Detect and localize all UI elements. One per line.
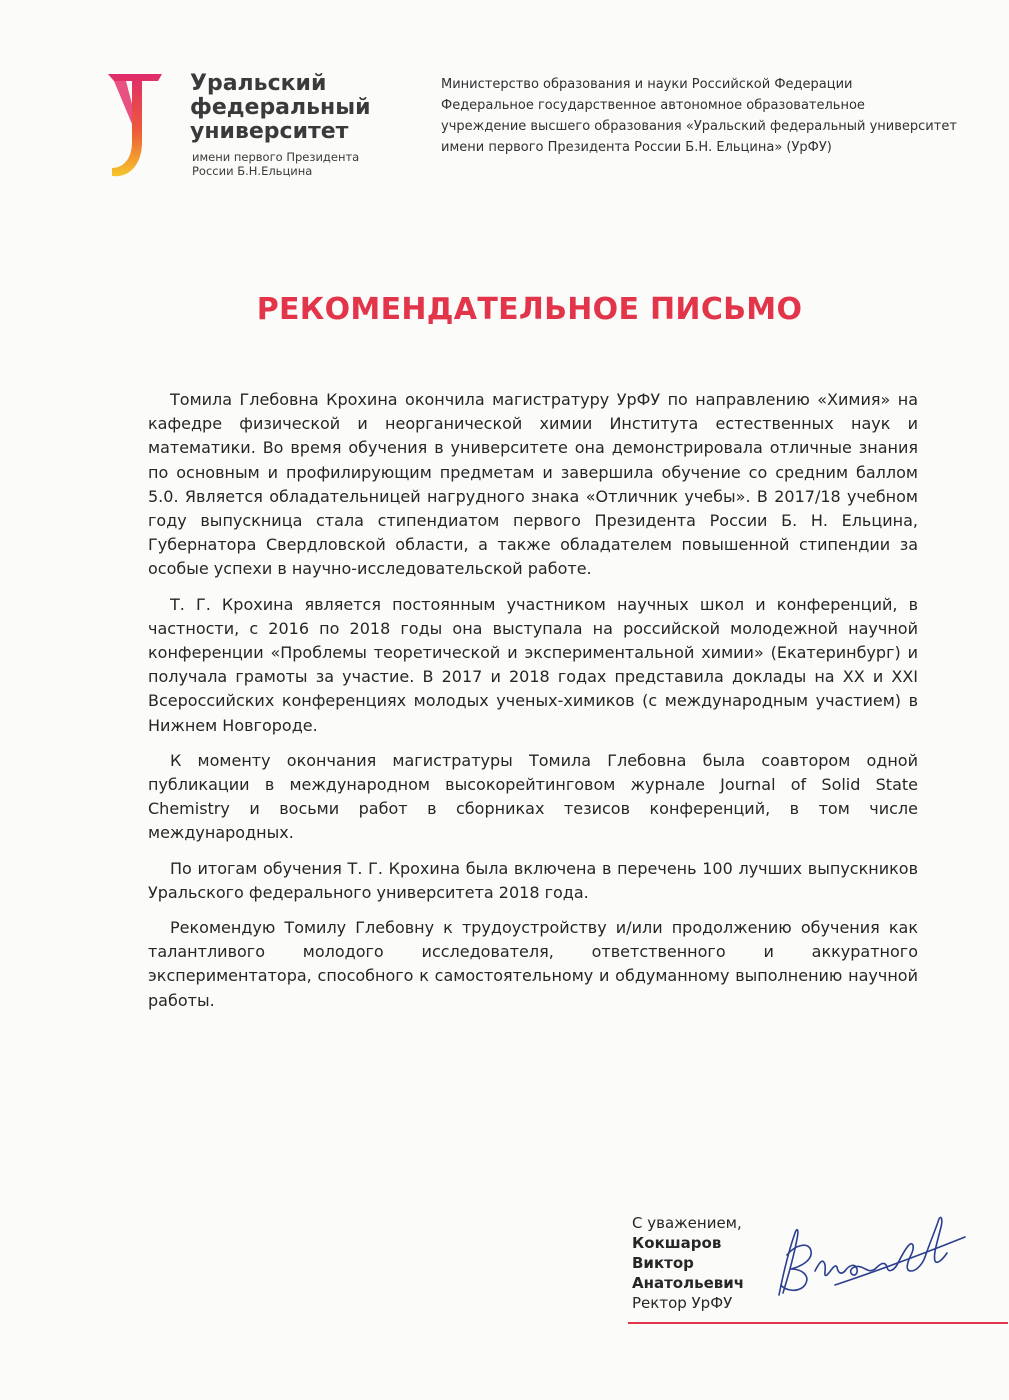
university-name-line: федеральный bbox=[190, 95, 371, 120]
ministry-line: Федеральное государственное автономное образовательное bbox=[441, 98, 865, 113]
body-paragraph: Томила Глебовна Крохина окончила магистратуру УрФУ по направлению «Химия» на кафедре физической и неорганической химии Института естественных наук и математики. Во время обучения в университете она демонстрировала отличные знания по основным и профилирующим предметам и завершила обучение со средним баллом 5.0. Является обладательницей нагрудного знака «Отличник учебы». В 2017/18 учебном году выпускница стала стипендиатом первого Президента России Б. Н. Ельцина, Губернатора Свердловской области, а также обладателем повышенной стипендии за особые успехи в научно-исследовательской работе. bbox=[148, 390, 918, 579]
body-paragraph: Рекомендую Томилу Глебовну к трудоустройству и/или продолжению обучения как талантливого молодого исследователя, ответственного и аккуратного экспериментатора, способного к самостоятельному и обдуманному выполнению научной работы. bbox=[148, 918, 918, 1010]
university-subtitle bbox=[192, 150, 359, 178]
signer-position: Ректор УрФУ bbox=[632, 1294, 733, 1312]
body-paragraph: Т. Г. Крохина является постоянным участником научных школ и конференций, в частности, с 2016 по 2018 годы она выступала на российской молодежной научной конференции «Проблемы теоретической и экспериментальной химии» (Екатеринбург) и получала грамоты за участие. В 2017 и 2018 годах представила доклады на XX и XXI Всероссийских конференциях молодых ученых-химиков (с международным участием) в Нижнем Новгороде. bbox=[148, 594, 918, 735]
footer-accent-line bbox=[628, 1322, 1008, 1324]
signer-name-line: Кокшаров bbox=[632, 1234, 722, 1252]
university-subtitle-line: имени первого Президента bbox=[192, 150, 360, 164]
university-subtitle-line: России Б.Н.Ельцина bbox=[192, 164, 313, 178]
university-name-line: университет bbox=[190, 119, 349, 144]
signer-name-line: Анатольевич bbox=[632, 1274, 745, 1292]
ministry-line: Министерство образования и науки Российской Федерации bbox=[441, 77, 853, 92]
signer-name-line: Виктор bbox=[632, 1254, 694, 1272]
university-name bbox=[190, 72, 371, 144]
ministry-header bbox=[441, 74, 981, 158]
body-paragraph: К моменту окончания магистратуры Томила Глебовна была соавтором одной публикации в международном высокорейтинговом журнале Journal of Solid State Chemistry и восьми работ в сборниках тезисов конференций, в том числе международных. bbox=[148, 750, 918, 843]
university-name-line: Уральский bbox=[190, 71, 327, 96]
ministry-line: учреждение высшего образования «Уральский федеральный университет bbox=[441, 119, 957, 134]
urfu-logo-icon bbox=[106, 72, 164, 180]
letter-body bbox=[148, 388, 918, 1024]
body-paragraph: По итогам обучения Т. Г. Крохина была включена в перечень 100 лучших выпускников Уральского федерального университета 2018 года. bbox=[148, 858, 918, 902]
handwritten-signature bbox=[765, 1205, 970, 1305]
closing-greeting: С уважением, bbox=[632, 1214, 742, 1232]
document-title: РЕКОМЕНДАТЕЛЬНОЕ ПИСЬМО bbox=[256, 292, 803, 327]
ministry-line: имени первого Президента России Б.Н. Ельцина» (УрФУ) bbox=[441, 140, 832, 155]
closing-block bbox=[632, 1213, 744, 1313]
